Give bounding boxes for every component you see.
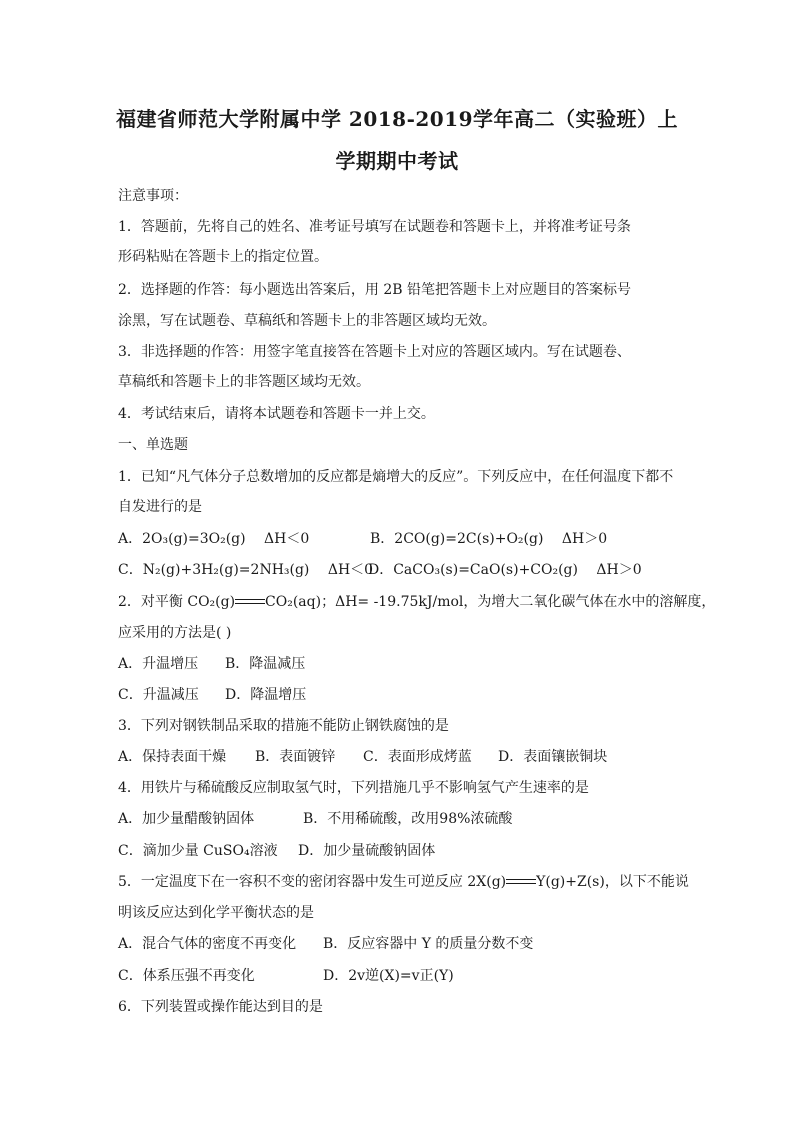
q4-option-b: B．不用稀硫酸，改用98%浓硫酸 <box>303 811 513 827</box>
section-heading: 一、单选题 <box>118 437 188 453</box>
q2-stem-pre: 2．对平衡 CO₂(g) <box>118 594 236 610</box>
notice-item: 2．选择题的作答：每小题选出答案后，用 2B 铅笔把答题卡上对应题目的答案标号 <box>118 282 632 298</box>
q5-stem-cont: 明该反应达到化学平衡状态的是 <box>118 905 314 921</box>
q3-stem: 3．下列对钢铁制品采取的措施不能防止钢铁腐蚀的是 <box>118 718 449 734</box>
q4-stem: 4．用铁片与稀硫酸反应制取氢气时，下列措施几乎不影响氢气产生速率的是 <box>118 780 589 796</box>
equilibrium-arrow-icon <box>235 597 265 607</box>
q2-option-c: C．升温减压 <box>118 687 199 703</box>
notice-item: 草稿纸和答题卡上的非答题区域均无效。 <box>118 374 370 390</box>
q4-option-d: D．加少量硫酸钠固体 <box>298 843 436 859</box>
q3-option-c: C．表面形成烤蓝 <box>363 749 472 765</box>
equilibrium-arrow-icon <box>506 877 536 887</box>
q5-stem <box>118 872 688 892</box>
page-title-line1: 福建省师范大学附属中学 2018-2019学年高二（实验班）上 <box>115 107 679 131</box>
q1-option-a: A．2O₃(g)=3O₂(g) ΔH＜0 <box>118 531 310 547</box>
notice-item: 形码粘贴在答题卡上的指定位置。 <box>118 249 328 265</box>
q6-stem: 6．下列装置或操作能达到目的是 <box>118 999 323 1015</box>
q3-option-b: B．表面镀锌 <box>255 749 336 765</box>
q5-option-b: B．反应容器中 Y 的质量分数不变 <box>323 936 534 952</box>
notice-heading: 注意事项： <box>118 188 188 204</box>
q3-option-d: D．表面镶嵌铜块 <box>498 749 608 765</box>
q2-stem-post: CO₂(aq)；ΔH= -19.75kJ/mol，为增大二氧化碳气体在水中的溶解度， <box>265 594 716 610</box>
q5-option-d: D．2v逆(X)=v正(Y) <box>323 968 454 984</box>
q1-stem-cont: 自发进行的是 <box>118 499 202 515</box>
q2-option-d: D．降温增压 <box>225 687 307 703</box>
q1-option-c: C．N₂(g)+3H₂(g)=2NH₃(g) ΔH＜0 <box>118 562 374 578</box>
q2-stem-cont: 应采用的方法是( ) <box>118 625 232 641</box>
q3-option-a: A．保持表面干燥 <box>118 749 227 765</box>
q2-stem <box>118 592 716 612</box>
q5-stem-post: Y(g)+Z(s)，以下不能说 <box>536 874 689 890</box>
notice-item: 涂黑，写在试题卷、草稿纸和答题卡上的非答题区域均无效。 <box>118 313 496 329</box>
q2-option-a: A．升温增压 <box>118 656 199 672</box>
notice-item: 1．答题前，先将自己的姓名、准考证号填写在试题卷和答题卡上，并将准考证号条 <box>118 219 631 235</box>
q5-stem-pre: 5．一定温度下在一容积不变的密闭容器中发生可逆反应 2X(g) <box>118 874 507 890</box>
notice-item: 4．考试结束后，请将本试题卷和答题卡一并上交。 <box>118 406 435 422</box>
q4-option-c: C．滴加少量 CuSO₄溶液 <box>118 843 278 859</box>
notice-item: 3．非选择题的作答：用签字笔直接答在答题卡上对应的答题区域内。写在试题卷、 <box>118 344 631 360</box>
q2-option-b: B．降温减压 <box>225 656 306 672</box>
q1-stem: 1．已知“凡气体分子总数增加的反应都是熵增大的反应”。下列反应中，在任何温度下都不 <box>118 469 674 485</box>
q5-option-c: C．体系压强不再变化 <box>118 968 255 984</box>
q5-option-a: A．混合气体的密度不再变化 <box>118 936 297 952</box>
q1-option-b: B．2CO(g)=2C(s)+O₂(g) ΔH＞0 <box>370 531 608 547</box>
page-title-line2: 学期期中考试 <box>335 149 459 173</box>
q1-option-d: D．CaCO₃(s)=CaO(s)+CO₂(g) ΔH＞0 <box>368 562 642 578</box>
q4-option-a: A．加少量醋酸钠固体 <box>118 811 255 827</box>
